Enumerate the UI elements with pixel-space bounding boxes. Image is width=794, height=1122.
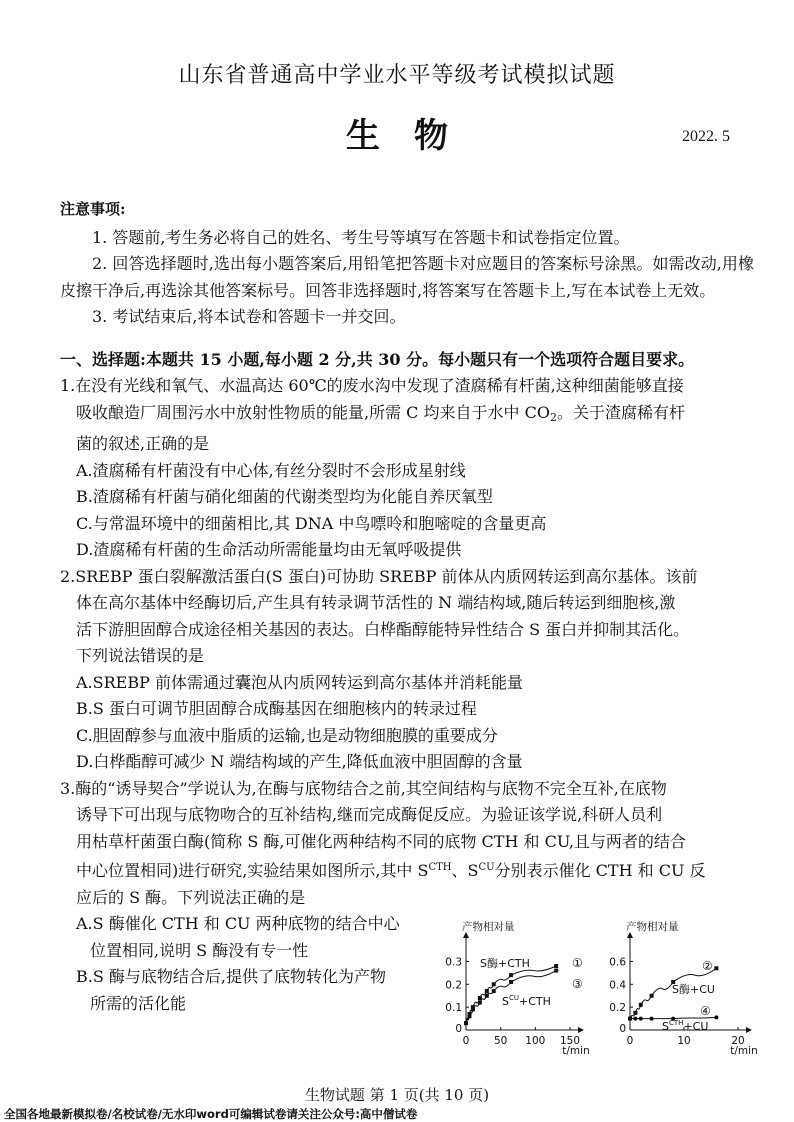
y-tick-label: 0.1 [445, 1002, 462, 1015]
option-c: C.与常温环境中的细菌相比,其 DNA 中鸟嘌呤和胞嘧啶的含量更高 [76, 513, 547, 533]
question-line: 3.酶的“诱导契合”学说认为,在酶与底物结合之前,其空间结构与底物不完全互补,在底物 [60, 778, 667, 798]
data-point [628, 1017, 632, 1021]
data-point [633, 1011, 637, 1015]
chart-cth [438, 921, 600, 1072]
question-line: 活下游胆固醇合成途径相关基因的表达。白桦酯醇能特异性结合 S 蛋白并抑制其活化。 [76, 619, 690, 639]
y-tick-label: 0.6 [609, 956, 626, 969]
exam-date: 2022. 5 [682, 128, 730, 145]
question-line: 下列说法错误的是 [76, 646, 205, 665]
x-axis-arrow [578, 1027, 584, 1033]
data-point [509, 980, 513, 984]
data-point [492, 982, 496, 986]
data-point [485, 994, 489, 998]
data-point [554, 969, 558, 973]
series-label: S酶+CTH [480, 957, 530, 970]
y-axis-label: 产物相对量 [462, 921, 515, 933]
x-tick-label: 0 [462, 1035, 470, 1047]
option-a: A.SREBP 前体需通过囊泡从内质网转运到高尔基体并消耗能量 [76, 672, 523, 692]
data-point [509, 973, 513, 977]
option-c: C.胆固醇参与血液中脂质的运输,也是动物细胞膜的重要成分 [76, 725, 498, 745]
data-point [485, 989, 489, 993]
y-axis-label: 产物相对量 [626, 921, 679, 933]
x-tick-label: 50 [493, 1035, 508, 1047]
y-origin-label: 0 [455, 1023, 462, 1035]
option-a: A.S 酶催化 CTH 和 CU 两种底物的结合中心 [76, 914, 400, 933]
question-1 [60, 373, 754, 564]
y-origin-label: 0 [619, 1023, 626, 1035]
question-line: 2.SREBP 蛋白裂解激活蛋白(S 蛋白)可协助 SREBP 前体从内质网转运到高尔基体。该前 [60, 566, 698, 586]
y-tick-label: 0.3 [445, 956, 462, 969]
series-marker: ② [702, 959, 713, 973]
x-tick-label: 0 [626, 1035, 634, 1047]
series-marker: ④ [700, 1004, 711, 1018]
notice-heading: 注意事项: [60, 200, 126, 218]
x-tick-label: 150 [559, 1035, 581, 1047]
notice-item: 2. 回答选择题时,选出每小题答案后,用铅笔把答题卡对应题目的答案标号涂黑。如需改动,用橡皮擦干净后,再选涂其他答案标号。回答非选择题时,将答案写在答题卡上,写在本试卷上无效。 [60, 254, 754, 300]
series-label: S酶+CU [672, 983, 715, 996]
series-marker: ③ [572, 977, 583, 991]
question-line: 中心位置相同)进行研究,实验结果如图所示,其中 $S^{CTH}$、$S^{CU}$分别表示催化 CTH 和 CU 反 [76, 861, 706, 880]
data-point [633, 1017, 637, 1021]
question-line: 诱导下可出现与底物吻合的互补结构,继而完成酶促反应。为验证该学说,科研人员利 [76, 805, 663, 824]
data-point [492, 989, 496, 993]
question-line: 菌的叙述,正确的是 [76, 434, 210, 453]
option-d: D.渣腐稀有杆菌的生命活动所需能量均由无氧呼吸提供 [76, 540, 462, 559]
option-d: D.白桦酯醇可减少 N 端结构域的产生,降低血液中胆固醇的含量 [76, 752, 523, 771]
option-b: B.S 蛋白可调节胆固醇合成酶基因在细胞核内的转录过程 [76, 699, 477, 718]
data-point [714, 966, 718, 970]
data-point [639, 1003, 643, 1007]
data-point [650, 1017, 654, 1021]
option-b: B.渣腐稀有杆菌与硝化细菌的代谢类型均为化能自养厌氧型 [76, 487, 493, 506]
y-tick-label: 0.2 [445, 979, 462, 992]
data-point [464, 1021, 468, 1025]
option-a-cont: 位置相同,说明 S 酶没有专一性 [90, 940, 309, 960]
series-label: $S^{CU}+CTH$ [502, 994, 551, 1008]
exam-title: 山东省普通高中学业水平等级考试模拟试题 [178, 63, 616, 88]
series-marker: ① [572, 956, 583, 970]
series-label: $S^{CTH}+CU$ [662, 1019, 709, 1033]
option-b-cont: 所需的活化能 [90, 993, 187, 1013]
data-point [478, 1001, 482, 1005]
data-point [639, 1017, 643, 1021]
exam-body [60, 196, 754, 1017]
x-axis-arrow [746, 1027, 752, 1033]
data-point [714, 1015, 718, 1019]
y-tick-label: 0.4 [609, 979, 626, 992]
option-b: B.S 酶与底物结合后,提供了底物转化为产物 [76, 967, 386, 986]
x-tick-label: 10 [677, 1035, 691, 1047]
question-line: 吸收酿造厂周围污水中放射性物质的能量,所需 C 均来自于水中 $CO_2$。关于渣腐稀有杆 [76, 402, 685, 424]
question-line: 用枯草杆菌蛋白酶(简称 S 酶,可催化两种结构不同的底物 CTH 和 CU,且与两者的结合 [76, 831, 686, 851]
data-point [471, 1007, 475, 1011]
x-tick-label: 20 [731, 1035, 745, 1047]
question-line: 体在高尔基体中经酶切后,产生具有转录调节活性的 N 端结构域,随后转运到细胞核,激 [76, 593, 676, 612]
notice-item: 3. 考试结束后,将本试卷和答题卡一并交回。 [92, 307, 406, 326]
data-point [650, 994, 654, 998]
x-axis-label: t/min [730, 1045, 758, 1057]
data-point [554, 964, 558, 968]
promo-line: 全国各地最新模拟卷/名校试卷/无水印word可编辑试卷请关注公众号:高中僧试卷 [4, 1107, 418, 1121]
y-tick-label: 0.2 [609, 1002, 626, 1015]
section-heading: 一、选择题:本题共 15 小题,每小题 2 分,共 30 分。每小题只有一个选项符合题目要求。 [60, 349, 695, 369]
page-footer: 生物试题 第 1 页(共 10 页) [304, 1086, 490, 1104]
question-line: 应后的 S 酶。下列说法正确的是 [76, 887, 306, 907]
question-line: 1.在没有光线和氧气、水温高达 60℃的废水沟中发现了渣腐稀有杆菌,这种细菌能够直接 [60, 376, 684, 395]
data-point [467, 1014, 471, 1018]
x-axis-label: t/min [562, 1045, 590, 1057]
option-a: A.渣腐稀有杆菌没有中心体,有丝分裂时不会形成星射线 [76, 460, 466, 480]
chart-cu [600, 921, 770, 1072]
subject-title: 生物 [346, 116, 482, 156]
x-tick-label: 100 [525, 1035, 546, 1047]
question-2 [60, 564, 754, 776]
notice-item: 1. 答题前,考生务必将自己的姓名、考生号等填写在答题卡和试卷指定位置。 [92, 227, 630, 247]
